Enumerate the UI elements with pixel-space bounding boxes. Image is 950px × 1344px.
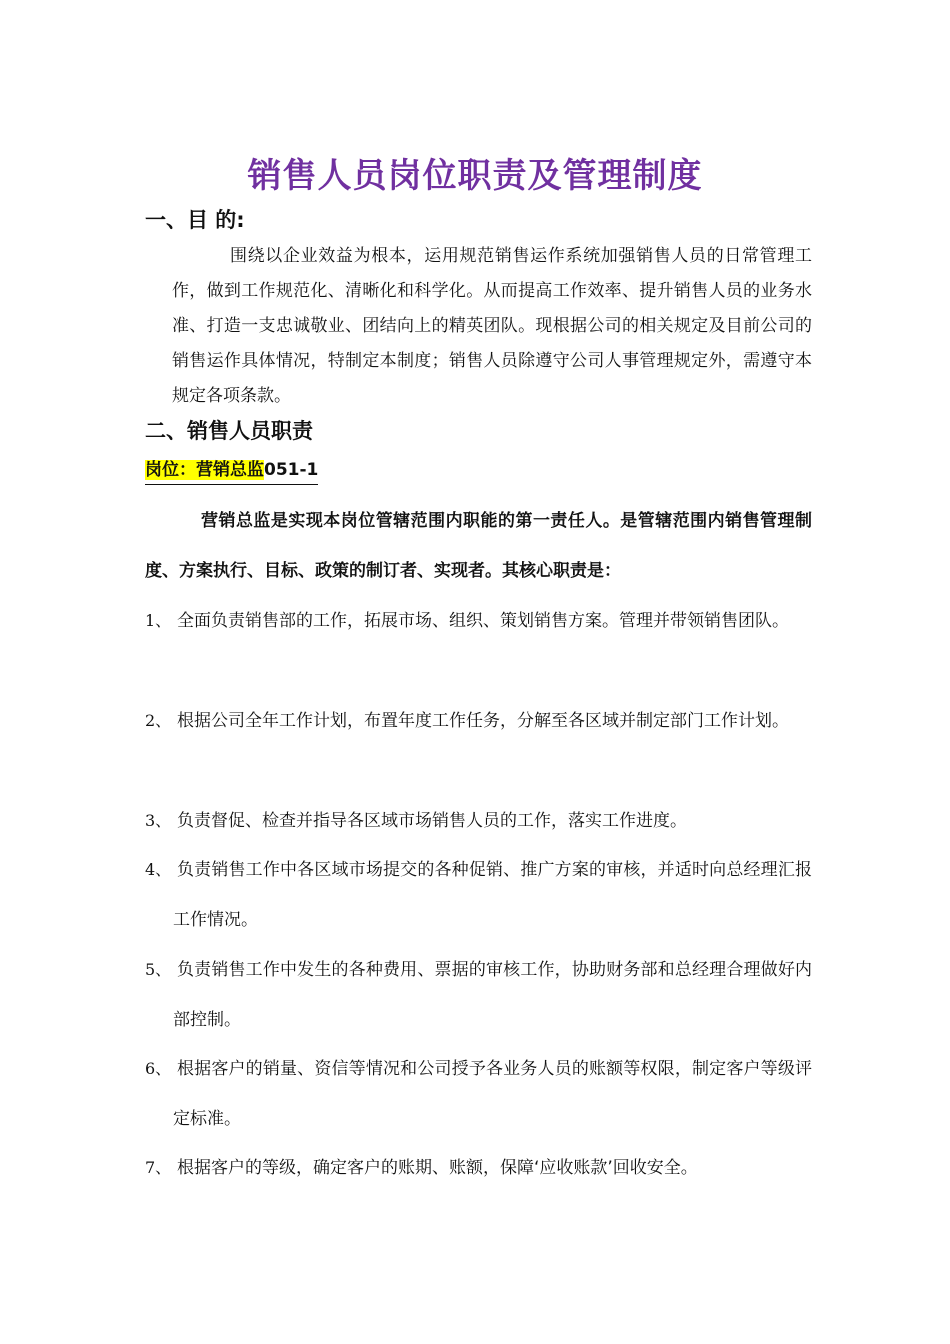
duty-item-text: 负责销售工作中各区域市场提交的各种促销、推广方案的审核，并适时向总经理汇报工作情况。 xyxy=(173,860,812,930)
duty-item-text: 负责督促、检查并指导各区域市场销售人员的工作，落实工作进度。 xyxy=(177,811,687,831)
duty-item xyxy=(145,596,812,646)
duty-item-text: 根据公司全年工作计划，布置年度工作任务，分解至各区域并制定部门工作计划。 xyxy=(177,711,789,731)
duty-item-text: 全面负责销售部的工作，拓展市场、组织、策划销售方案。管理并带领销售团队。 xyxy=(177,611,789,631)
duty-item-text: 负责销售工作中发生的各种费用、票据的审核工作，协助财务部和总经理合理做好内部控制。 xyxy=(173,960,812,1030)
duty-item-number: 2、 xyxy=(145,711,172,730)
duty-item xyxy=(145,945,812,1045)
duty-item-number: 5、 xyxy=(145,960,172,979)
duty-item xyxy=(145,845,812,945)
duty-item-text: 根据客户的等级，确定客户的账期、账额，保障‘应收账款’回收安全。 xyxy=(177,1158,698,1178)
duty-item xyxy=(145,696,812,746)
page-title: 销售人员岗位职责及管理制度 xyxy=(247,156,703,196)
duty-item-number: 4、 xyxy=(145,860,172,879)
duty-item-number: 6、 xyxy=(145,1059,172,1078)
duty-item xyxy=(145,1044,812,1144)
duty-item-text: 根据客户的销量、资信等情况和公司授予各业务人员的账额等权限，制定客户等级评定标准。 xyxy=(173,1059,812,1129)
purpose-paragraph: 围绕以企业效益为根本，运用规范销售运作系统加强销售人员的日常管理工作，做到工作规范化、清晰化和科学化。从而提高工作效率、提升销售人员的业务水准、打造一支忠诚敬业、团结向上的精英团队。现根据公司的相关规定及目前公司的销售运作具体情况，特制定本制度；销售人员除遵守公司人事管理规定外，需遵守本规定各项条款。 xyxy=(172,246,812,406)
post-label xyxy=(145,456,318,485)
section-heading-purpose: 一、目 的: xyxy=(145,208,245,232)
duty-item xyxy=(145,796,812,846)
duty-item-number: 3、 xyxy=(145,811,172,830)
post-title-highlight: 岗位：营销总监 xyxy=(145,460,264,480)
duty-item-number: 1、 xyxy=(145,611,172,630)
role-intro-paragraph: 营销总监是实现本岗位管辖范围内职能的第一责任人。是管辖范围内销售管理制度、方案执行、目标、政策的制订者、实现者。其核心职责是： xyxy=(145,511,812,581)
duty-item xyxy=(145,1143,812,1193)
post-code: 051-1 xyxy=(264,460,319,480)
duty-item-number: 7、 xyxy=(145,1158,172,1177)
section-heading-duties: 二、销售人员职责 xyxy=(145,419,313,443)
